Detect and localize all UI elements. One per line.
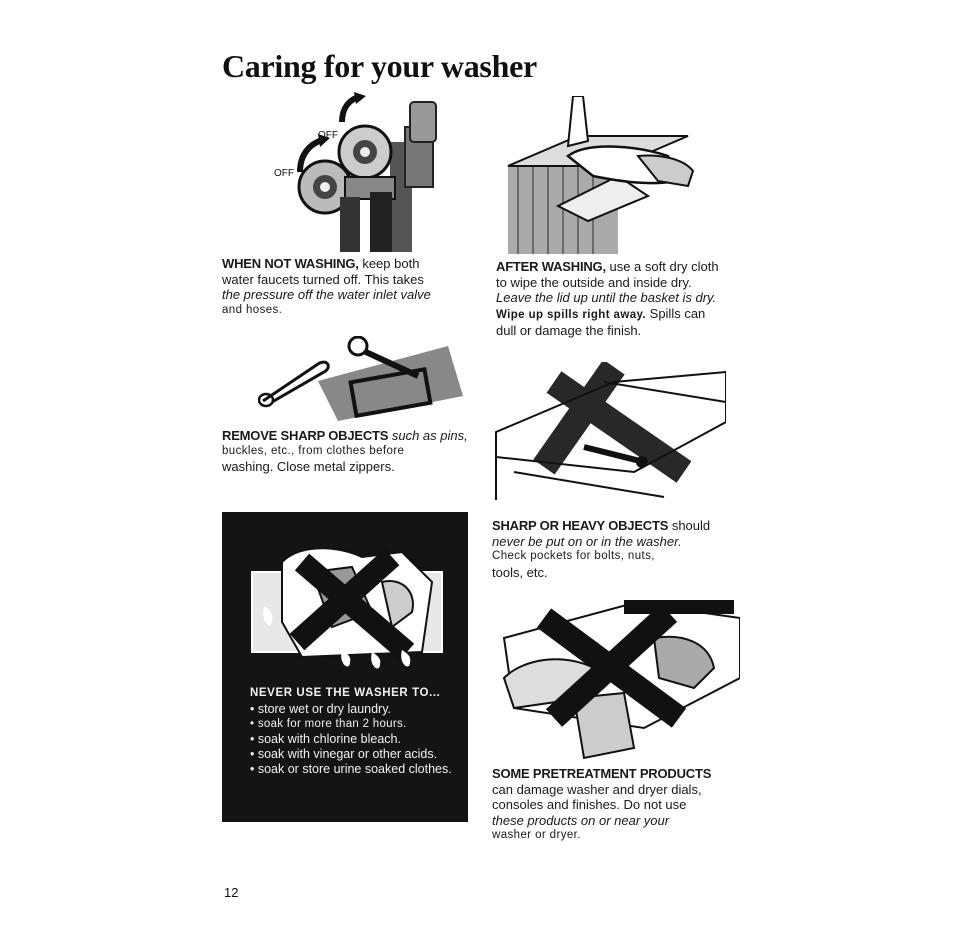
heavy-objects-line-2: never be put on or in the washer. bbox=[492, 533, 682, 549]
after-washing-caption bbox=[496, 259, 766, 339]
sharp-objects-line-3: washing. Close metal zippers. bbox=[222, 459, 395, 474]
never-use-panel bbox=[222, 512, 468, 822]
faucet-label-off-1: OFF bbox=[318, 130, 338, 141]
never-use-list bbox=[250, 686, 460, 777]
pretreatment-illustration bbox=[494, 598, 740, 762]
faucets-line-2: water faucets turned off. This takes bbox=[222, 271, 424, 287]
pretreatment-line-4: these products on or near your bbox=[492, 812, 670, 828]
sharp-objects-text-1: such as pins, bbox=[388, 428, 468, 443]
pretreatment-line-5: washer or dryer. bbox=[492, 829, 581, 841]
laundry-illustration bbox=[242, 532, 452, 682]
list-item: • soak with vinegar or other acids. bbox=[250, 747, 438, 761]
list-item: • soak for more than 2 hours. bbox=[250, 718, 407, 730]
list-item: • soak or store urine soaked clothes. bbox=[250, 762, 452, 776]
pretreatment-line-3: consoles and finishes. Do not use bbox=[492, 797, 687, 812]
faucets-illustration bbox=[270, 92, 450, 252]
page-number: 12 bbox=[224, 885, 239, 900]
after-washing-line-5: dull or damage the finish. bbox=[496, 323, 642, 338]
after-washing-line-4-rest: Spills can bbox=[646, 305, 706, 321]
sharp-objects-illustration bbox=[258, 336, 468, 426]
sharp-objects-lead: REMOVE SHARP OBJECTS bbox=[222, 428, 389, 443]
faucet-label-off-2: OFF bbox=[274, 168, 294, 179]
faucets-lead: WHEN NOT WASHING, bbox=[222, 256, 359, 271]
heavy-objects-line-3: Check pockets for bolts, nuts, bbox=[492, 550, 655, 562]
never-use-heading: NEVER USE THE WASHER TO... bbox=[250, 687, 441, 699]
after-washing-text-1: use a soft dry cloth bbox=[605, 259, 719, 274]
pretreatment-caption bbox=[492, 766, 762, 844]
faucets-text-1: keep both bbox=[358, 256, 420, 271]
after-washing-line-3: Leave the lid up until the basket is dry. bbox=[496, 290, 717, 305]
wiping-cloth-illustration bbox=[498, 96, 708, 254]
list-item: • store wet or dry laundry. bbox=[250, 702, 392, 716]
heavy-objects-line-4: tools, etc. bbox=[492, 564, 548, 580]
sharp-objects-line-2: buckles, etc., from clothes before bbox=[222, 444, 405, 457]
page-title: Caring for your washer bbox=[222, 48, 537, 84]
pretreatment-lead: SOME PRETREATMENT PRODUCTS bbox=[492, 766, 712, 781]
sharp-objects-caption bbox=[222, 428, 482, 475]
heavy-objects-text-1: should bbox=[668, 518, 711, 533]
heavy-objects-illustration bbox=[494, 362, 726, 502]
after-washing-line-2: to wipe the outside and inside dry. bbox=[496, 274, 692, 290]
pretreatment-line-2: can damage washer and dryer dials, bbox=[492, 781, 702, 797]
after-washing-lead: AFTER WASHING, bbox=[496, 259, 606, 274]
faucets-line-3: the pressure off the water inlet valve bbox=[222, 287, 431, 302]
faucets-caption bbox=[222, 256, 472, 318]
after-washing-line-4-bold: Wipe up spills right away. bbox=[496, 308, 647, 321]
faucets-line-4: and hoses. bbox=[222, 303, 283, 316]
heavy-objects-lead: SHARP OR HEAVY OBJECTS bbox=[492, 518, 669, 533]
heavy-objects-caption bbox=[492, 518, 752, 580]
list-item: • soak with chlorine bleach. bbox=[250, 732, 401, 746]
